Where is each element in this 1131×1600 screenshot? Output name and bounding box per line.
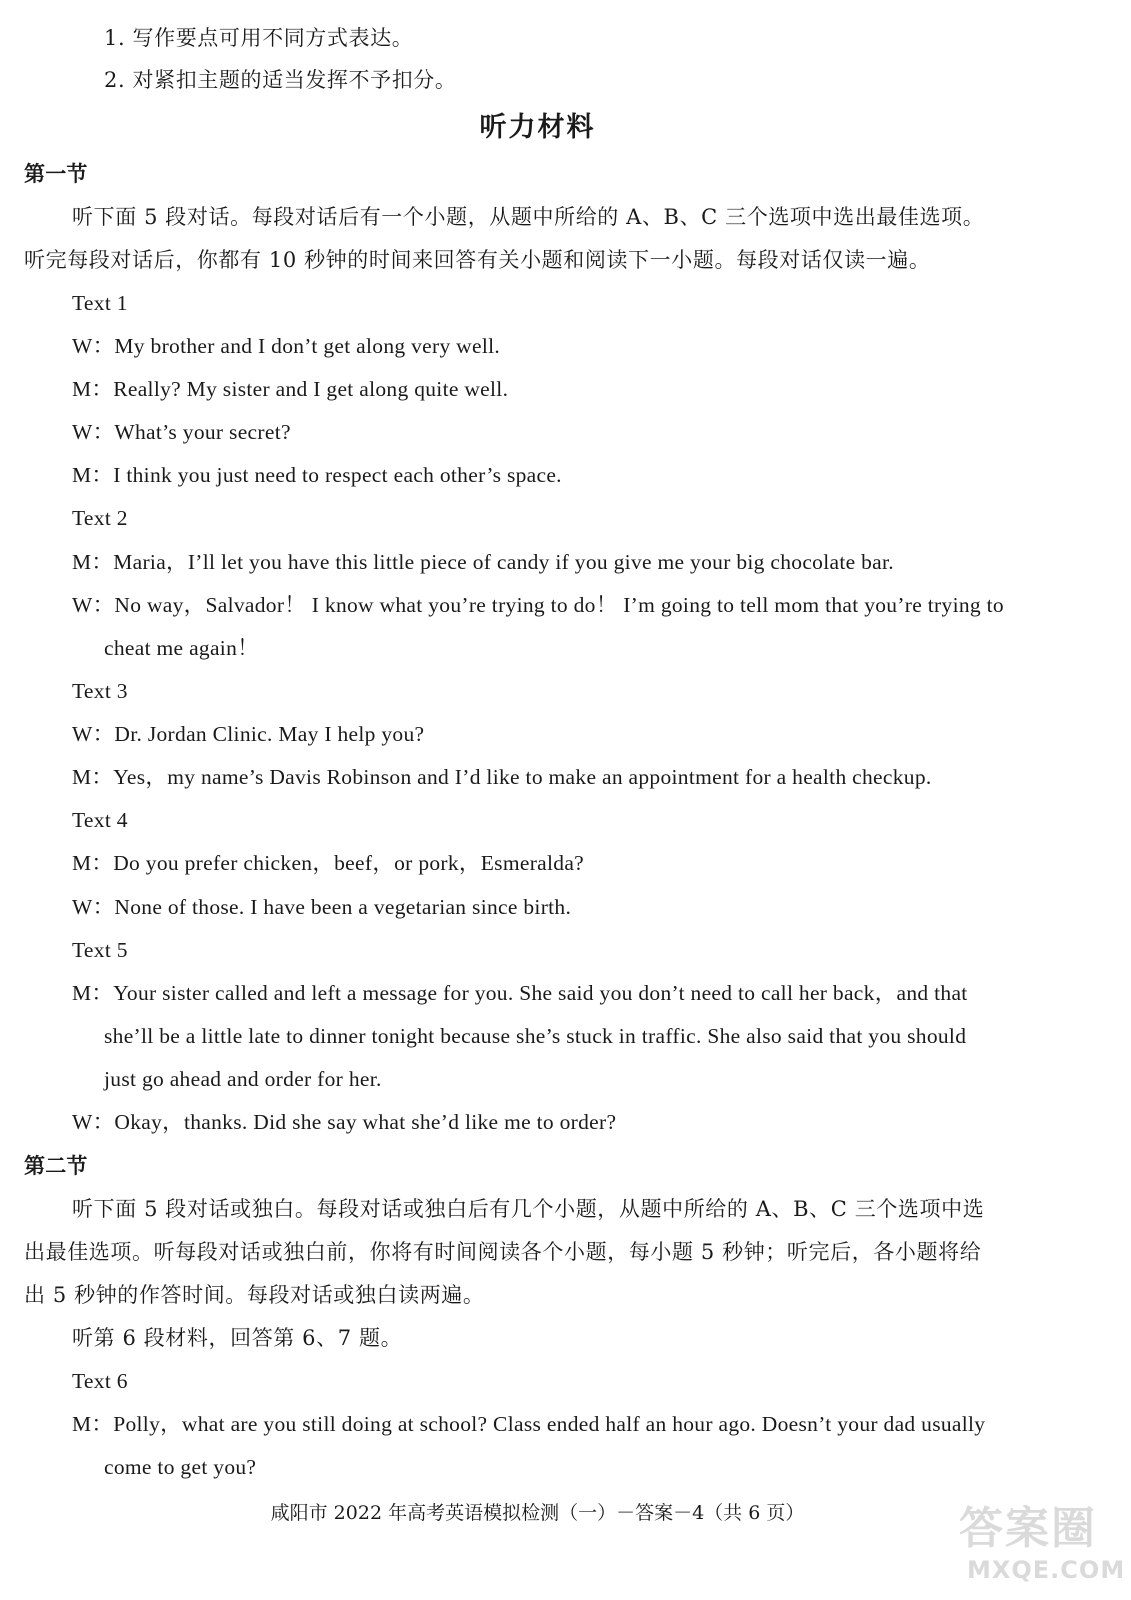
text-1-line-4: M：I think you just need to respect each other’s space. bbox=[72, 463, 562, 487]
watermark-logo-text: 答案圈 bbox=[959, 1503, 1097, 1554]
text-3-line-2: M：Yes，my name’s Davis Robinson and I’d like to make an appointment for a health checkup. bbox=[72, 765, 932, 789]
section-2-heading: 第二节 bbox=[24, 1154, 88, 1178]
text-5-label: Text 5 bbox=[72, 938, 128, 962]
text-4-line-1: M：Do you prefer chicken，beef，or pork，Esmeralda? bbox=[72, 851, 585, 875]
text-2-line-2: W：No way，Salvador！ I know what you’re trying to do！ I’m going to tell mom that you’re trying to bbox=[72, 593, 1004, 617]
text-5-line-2: W：Okay，thanks. Did she say what she’d like me to order? bbox=[72, 1110, 617, 1134]
text-2-label: Text 2 bbox=[72, 506, 128, 530]
section-1-heading: 第一节 bbox=[24, 162, 88, 186]
text-2-line-2-cont: cheat me again！ bbox=[104, 636, 259, 660]
page-title: 听力材料 bbox=[479, 112, 596, 143]
section-2-intro-line-1: 听下面 5 段对话或独白。每段对话或独白后有几个小题，从题中所给的 A、B、C 三个选项中选 bbox=[72, 1197, 985, 1221]
text-4-line-2: W：None of those. I have been a vegetarian since birth. bbox=[72, 895, 572, 919]
text-6-line-1-cont: come to get you? bbox=[104, 1455, 257, 1479]
text-1-line-3: W：What’s your secret? bbox=[72, 420, 291, 444]
text-1-line-2: M：Really? My sister and I get along quite well. bbox=[72, 377, 509, 401]
section-1-intro-line-1: 听下面 5 段对话。每段对话后有一个小题，从题中所给的 A、B、C 三个选项中选出最佳选项。 bbox=[72, 205, 985, 229]
text-3-label: Text 3 bbox=[72, 679, 128, 703]
watermark-domain-text: MXQE.COM bbox=[967, 1556, 1126, 1584]
section-2-instruction-6: 听第 6 段材料，回答第 6、7 题。 bbox=[72, 1326, 403, 1350]
text-4-label: Text 4 bbox=[72, 808, 128, 832]
text-1-label: Text 1 bbox=[72, 291, 128, 315]
text-1-line-1: W：My brother and I don’t get along very well. bbox=[72, 334, 501, 358]
section-2-intro-line-2: 出最佳选项。听每段对话或独白前，你将有时间阅读各个小题，每小题 5 秒钟；听完后，各小题将给 bbox=[24, 1240, 982, 1264]
text-5-line-1-cont-2: just go ahead and order for her. bbox=[104, 1067, 382, 1091]
site-watermark bbox=[959, 1492, 1126, 1596]
note-1: 1. 写作要点可用不同方式表达。 bbox=[104, 26, 414, 50]
section-2-intro-line-3: 出 5 秒钟的作答时间。每段对话或独白读两遍。 bbox=[24, 1283, 485, 1307]
text-5-line-1: M：Your sister called and left a message for you. She said you don’t need to call her back，and that bbox=[72, 981, 968, 1005]
note-2: 2. 对紧扣主题的适当发挥不予扣分。 bbox=[104, 68, 457, 92]
text-6-line-1: M：Polly，what are you still doing at school? Class ended half an hour ago. Doesn’t your dad usually bbox=[72, 1412, 986, 1436]
section-1-intro-line-2: 听完每段对话后，你都有 10 秒钟的时间来回答有关小题和阅读下一小题。每段对话仅读一遍。 bbox=[24, 248, 931, 272]
text-6-label: Text 6 bbox=[72, 1369, 128, 1393]
page-footer: 咸阳市 2022 年高考英语模拟检测（一）－答案－4（共 6 页） bbox=[270, 1502, 805, 1524]
text-2-line-1: M：Maria，I’ll let you have this little piece of candy if you give me your big chocolate bar. bbox=[72, 550, 894, 574]
text-5-line-1-cont-1: she’ll be a little late to dinner tonight because she’s stuck in traffic. She also said that you should bbox=[104, 1024, 967, 1048]
text-3-line-1: W：Dr. Jordan Clinic. May I help you? bbox=[72, 722, 425, 746]
